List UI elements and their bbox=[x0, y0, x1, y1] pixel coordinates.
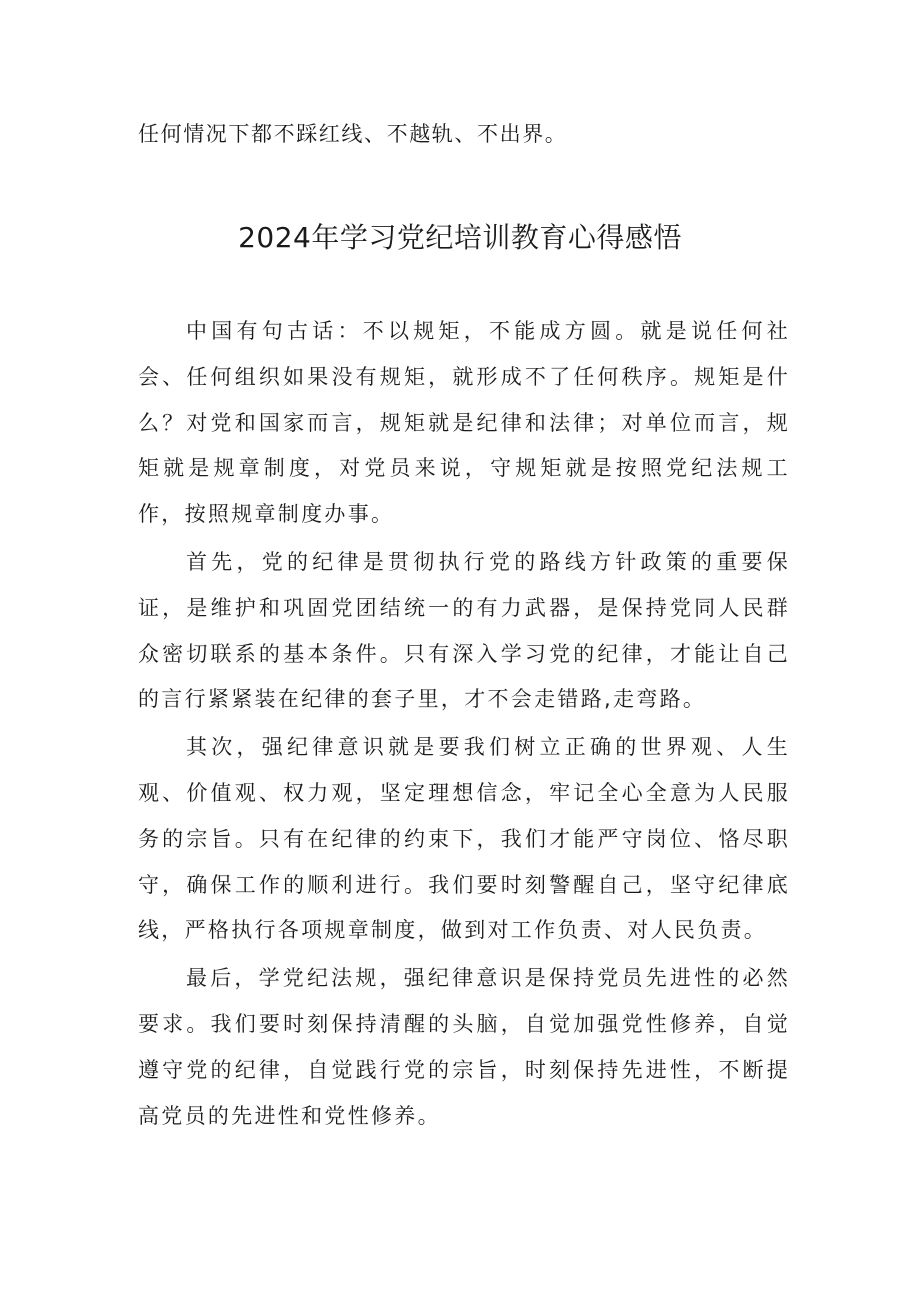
paragraph-last: 最后，学党纪法规，强纪律意识是保持党员先进性的必然要求。我们要时刻保持清醒的头脑，自觉加强党性修养，自觉遵守党的纪律，自觉践行党的宗旨，时刻保持先进性，不断提高党员的先进性和党性修养。 bbox=[138, 966, 790, 1128]
document-title: 2024年学习党纪培训教育心得感悟 bbox=[238, 221, 682, 254]
previous-page-closing-line: 任何情况下都不踩红线、不越轨、不出界。 bbox=[138, 122, 568, 146]
document-body bbox=[138, 309, 790, 1141]
paragraph-second: 其次，强纪律意识就是要我们树立正确的世界观、人生观、价值观、权力观，坚定理想信念，牢记全心全意为人民服务的宗旨。只有在纪律的约束下，我们才能严守岗位、恪尽职守，确保工作的顺利进行。我们要时刻警醒自己，坚守纪律底线，严格执行各项规章制度，做到对工作负责、对人民负责。 bbox=[138, 735, 790, 943]
paragraph-intro: 中国有句古话：不以规矩，不能成方圆。就是说任何社会、任何组织如果没有规矩，就形成不了任何秩序。规矩是什么？对党和国家而言，规矩就是纪律和法律；对单位而言，规矩就是规章制度，对党员来说，守规矩就是按照党纪法规工作，按照规章制度办事。 bbox=[138, 319, 790, 527]
paragraph-first: 首先，党的纪律是贯彻执行党的路线方针政策的重要保证，是维护和巩固党团结统一的有力武器，是保持党同人民群众密切联系的基本条件。只有深入学习党的纪律，才能让自己的言行紧紧装在纪律的套子里，才不会走错路,走弯路。 bbox=[138, 549, 790, 712]
